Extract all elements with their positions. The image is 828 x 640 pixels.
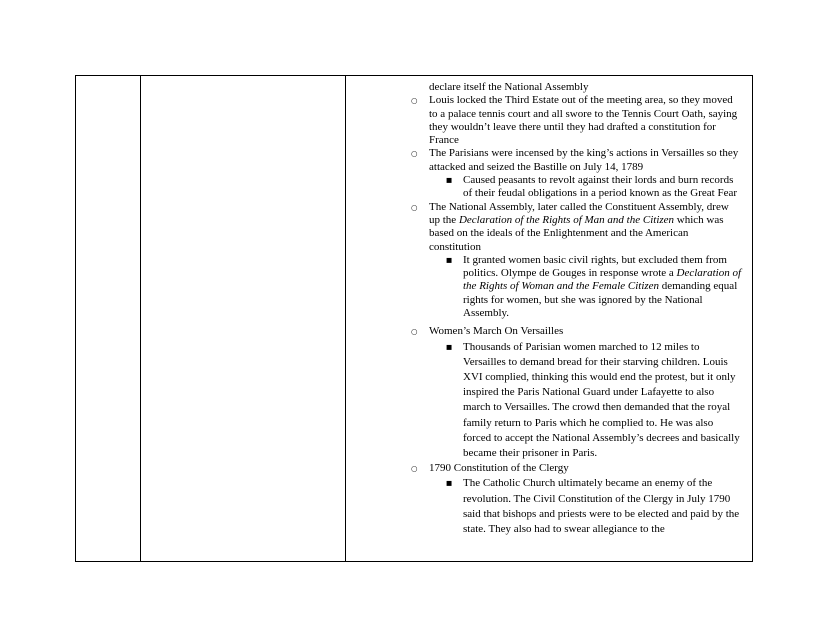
table-cell-left bbox=[76, 76, 141, 561]
bullet-square-icon: ■ bbox=[446, 176, 453, 185]
list-item bbox=[346, 147, 742, 174]
list-item-text: The Parisians were incensed by the king’s actions in Versailles so they attacked and seized the Bastille on July 14, 1789 bbox=[429, 147, 739, 173]
table-cell-middle bbox=[141, 76, 346, 561]
list-item-text: Women’s March On Versailles bbox=[429, 325, 564, 338]
bullet-square-icon: ■ bbox=[446, 255, 453, 264]
list-item bbox=[346, 201, 742, 254]
continuation-line bbox=[346, 81, 742, 94]
list-item bbox=[346, 324, 742, 339]
bullet-circle-icon: ○ bbox=[411, 149, 418, 159]
list-item bbox=[346, 461, 742, 476]
list-item-text: 1790 Constitution of the Clergy bbox=[429, 462, 569, 475]
bullet-square-icon: ■ bbox=[446, 342, 453, 351]
bullet-circle-icon: ○ bbox=[411, 96, 418, 106]
bullet-square-icon: ■ bbox=[446, 479, 453, 488]
bullet-circle-icon: ○ bbox=[411, 464, 418, 474]
notes-table bbox=[75, 75, 753, 562]
list-item-text: Thousands of Parisian women marched to 12 miles to Versailles to demand bread for their starving children. Louis XVI complied, thinking this would end the protest, but it only inspired the Paris National Guard under Lafayette to also march to Versailles. The crowd then demanded that the royal family return to Paris which he complied to. He was also forced to accept the National Assembly’s decrees and basically became their prisoner in Paris. bbox=[463, 340, 740, 459]
list-item bbox=[346, 254, 742, 320]
list-item bbox=[346, 476, 742, 537]
bullet-circle-icon: ○ bbox=[411, 202, 418, 212]
list-item bbox=[346, 94, 742, 147]
list-item bbox=[346, 174, 742, 201]
list-item-text: The National Assembly, later called the Constituent Assembly, drew up the Declaration of the Rights of Man and the Citizen which was based on the ideals of the Enlightenment and the American constitution bbox=[429, 200, 729, 253]
list-item-text: It granted women basic civil rights, but excluded them from politics. Olympe de Gouges in response wrote a Declaration of the Rights of Woman and the Female Citizen demanding equal rights for women, but she was ignored by the National Assembly. bbox=[463, 253, 742, 320]
list-item-text: Louis locked the Third Estate out of the meeting area, so they moved to a palace tennis court and all swore to the Tennis Court Oath, saying they wouldn’t leave there until they had drafted a constitution for France bbox=[429, 94, 738, 147]
continuation-text: declare itself the National Assembly bbox=[429, 81, 589, 93]
list-item-text: Caused peasants to revolt against their lords and burn records of their feudal obligations in a period known as the Great Fear bbox=[463, 174, 738, 200]
table-cell-notes bbox=[346, 76, 752, 561]
list-item-text: The Catholic Church ultimately became an enemy of the revolution. The Civil Constitution of the Clergy in July 1790 said that bishops and priests were to be elected and paid by the state. They also had to swear allegiance to the bbox=[463, 477, 740, 535]
list-item bbox=[346, 340, 742, 462]
bullet-circle-icon: ○ bbox=[411, 327, 418, 337]
